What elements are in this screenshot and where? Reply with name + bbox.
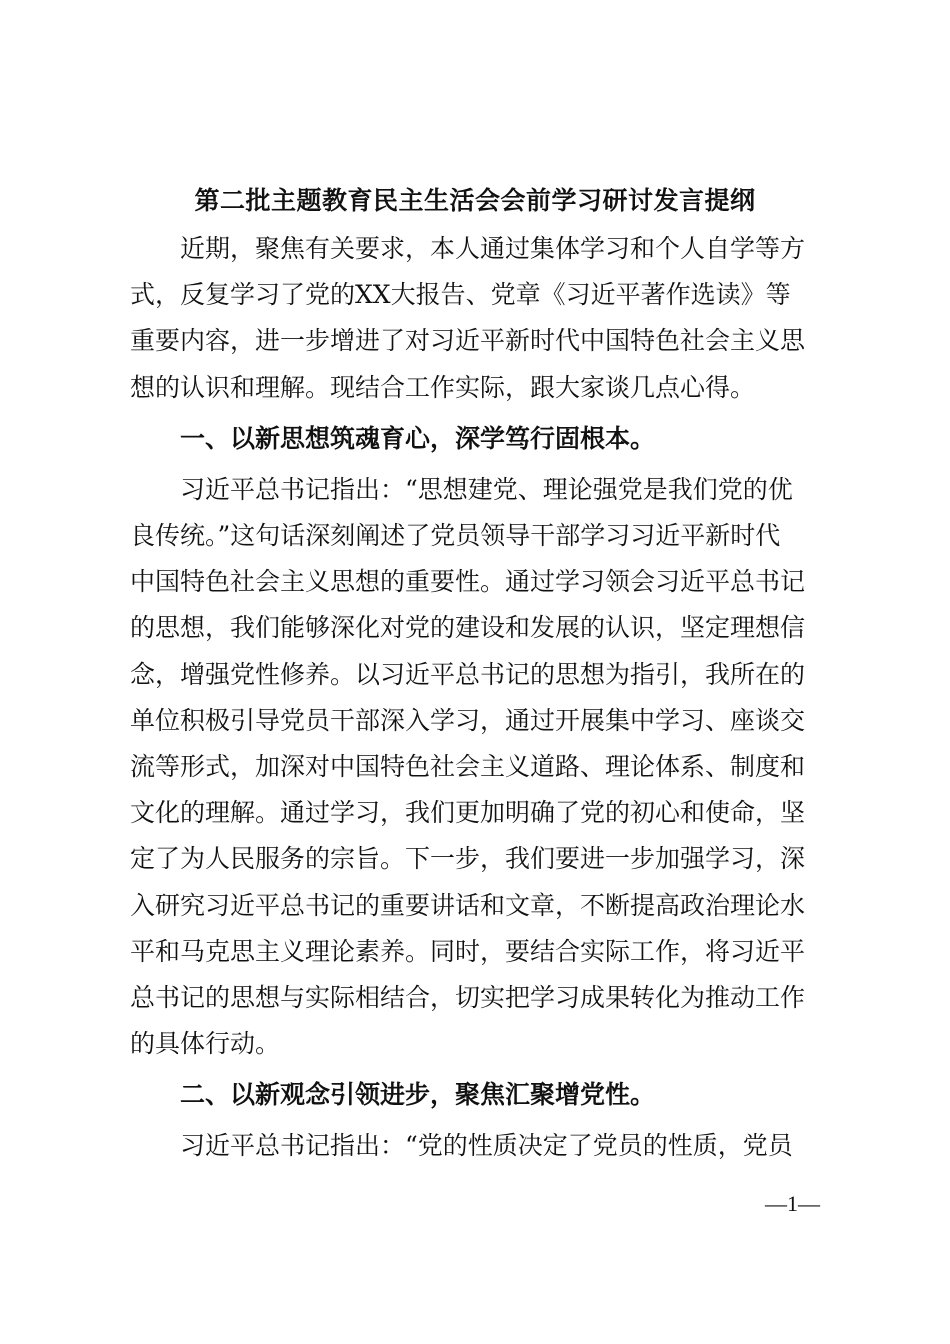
- document-title: 第二批主题教育民主生活会会前学习研讨发言提纲: [194, 186, 756, 215]
- text-line: 念，增强党性修养。以习近平总书记的思想为指引，我所在的: [130, 659, 806, 689]
- intro-paragraph: [130, 226, 820, 411]
- section-2-paragraph: [130, 1123, 820, 1169]
- text-line: 的思想，我们能够深化对党的建设和发展的认识，坚定理想信: [130, 613, 806, 643]
- text-line: 文化的理解。通过学习，我们更加明确了党的初心和使命，坚: [130, 798, 806, 828]
- text-line: 单位积极引导党员干部深入学习，通过开展集中学习、座谈交: [130, 705, 806, 735]
- document-body: [130, 176, 820, 1170]
- text-line: 良传统。”这句话深刻阐述了党员领导干部学习习近平新时代: [130, 521, 781, 551]
- section-1-paragraph: [130, 467, 820, 1068]
- text-line: 习近平总书记指出：“党的性质决定了党员的性质，党员: [180, 1131, 793, 1161]
- text-line: 定了为人民服务的宗旨。下一步，我们要进一步加强学习，深: [130, 844, 806, 874]
- text-line: 平和马克思主义理论素养。同时，要结合实际工作，将习近平: [130, 936, 806, 966]
- page-number: —1—: [765, 1191, 820, 1216]
- text-line: 式，反复学习了党的XX大报告、党章《习近平著作选读》等: [130, 280, 791, 310]
- text-line: 想的认识和理解。现结合工作实际，跟大家谈几点心得。: [130, 372, 756, 402]
- text-line: 入研究习近平总书记的重要讲话和文章，不断提高政治理论水: [130, 890, 806, 920]
- text-line: 近期，聚焦有关要求，本人通过集体学习和个人自学等方: [180, 234, 806, 263]
- text-line: 总书记的思想与实际相结合，切实把学习成果转化为推动工作: [130, 983, 806, 1013]
- text-line: 中国特色社会主义思想的重要性。通过学习领会习近平总书记: [130, 567, 806, 597]
- text-line: 重要内容，进一步增进了对习近平新时代中国特色社会主义思: [130, 326, 806, 356]
- text-line: 的具体行动。: [130, 1029, 281, 1059]
- section-heading-1: 一、以新思想筑魂育心，深学笃行固根本。: [180, 423, 656, 453]
- text-line: 流等形式，加深对中国特色社会主义道路、理论体系、制度和: [130, 752, 806, 782]
- text-line: 习近平总书记指出：“思想建党、理论强党是我们党的优: [180, 474, 793, 504]
- section-heading-2: 二、以新观念引领进步，聚焦汇聚增党性。: [180, 1080, 656, 1110]
